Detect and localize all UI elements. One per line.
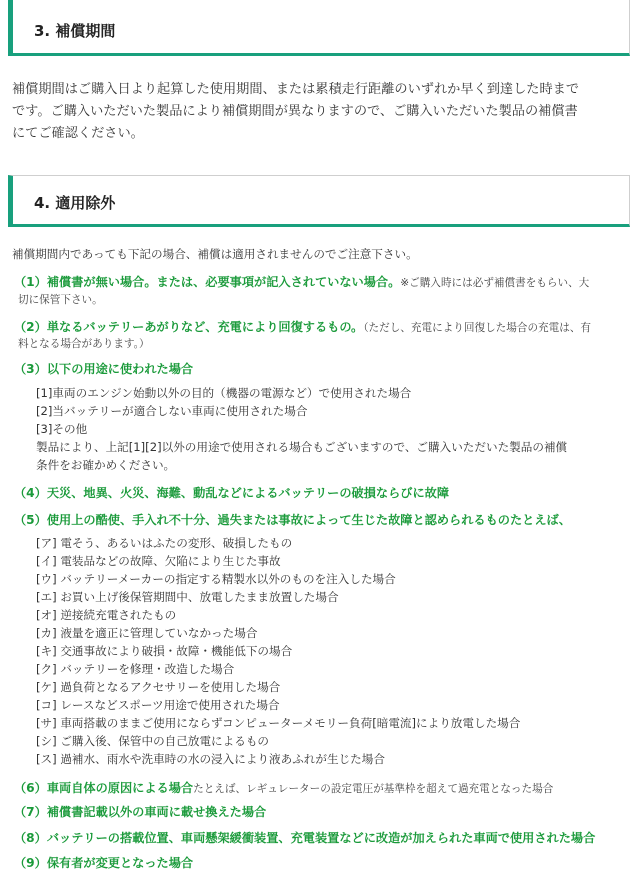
item-5-list-item: [ケ] 過負荷となるアクセサリーを使用した場合: [36, 680, 281, 694]
item-5-list-item: [ア] 電そう、あるいはふたの変形、破損したもの: [36, 536, 293, 550]
item-4-title: （4）天災、地異、火災、海難、動乱などによるバッテリーの破損ならびに故障: [14, 486, 450, 500]
section-4-intro: 補償期間内であっても下記の場合、補償は適用されませんのでご注意下さい。: [12, 247, 418, 261]
item-5-list-item: [コ] レースなどスポーツ用途で使用された場合: [36, 698, 280, 712]
item-6-title: （6）車両自体の原因による場合: [14, 781, 194, 795]
item-2-note-cont: 料となる場合があります。）: [18, 338, 150, 350]
item-5-list-item: [ウ] バッテリーメーカーの指定する精製水以外のものを注入した場合: [36, 572, 396, 586]
item-6-row: [14, 777, 553, 796]
section-3-heading: 3. 補償期間: [34, 22, 116, 40]
item-5-list-item: [キ] 交通事故により破損・故障・機能低下の場合: [36, 644, 293, 658]
item-5-list-item: [オ] 逆接続充電されたもの: [36, 608, 177, 622]
item-3-line: [3]その他: [36, 422, 88, 436]
item-5-list-item: [ク] バッテリーを修理・改造した場合: [36, 662, 235, 676]
item-5-list-item: [シ] ご購入後、保管中の自己放電によるもの: [36, 734, 270, 748]
item-7-title: （7）補償書記載以外の車両に載せ換えた場合: [14, 805, 267, 819]
item-9-title: （9）保有者が変更となった場合: [14, 856, 194, 870]
item-1-note: ※ご購入時には必ず補償書をもらい、大: [400, 277, 590, 289]
item-1-note-cont: 切に保管下さい。: [18, 294, 103, 306]
section-3-line-3: にてご確認ください。: [12, 126, 144, 141]
item-6-note: たとえば、レギュレーターの設定電圧が基準枠を超えて過充電となった場合: [193, 783, 554, 795]
item-3-line: [1]車両のエンジン始動以外の目的（機器の電源など）で使用された場合: [36, 386, 412, 400]
item-5-title: （5）使用上の酷使、手入れ不十分、過失または事故によって生じた故障と認められるものたとえば、: [14, 513, 571, 527]
item-2-row: [14, 316, 591, 335]
item-3-line: 条件をお確かめください。: [36, 458, 176, 472]
item-3-title: （3）以下の用途に使われた場合: [14, 362, 194, 376]
item-5-list-item: [イ] 電装品などの故障、欠陥により生じた事故: [36, 554, 281, 568]
item-3-line: 製品により、上記[1][2]以外の用途で使用される場合もございますので、ご購入いただいた製品の補償: [36, 440, 568, 454]
item-5-list-item: [カ] 液量を適正に管理していなかった場合: [36, 626, 258, 640]
item-2-title: （2）単なるバッテリーあがりなど、充電により回復するもの。: [14, 320, 364, 334]
item-1-row: [14, 271, 589, 290]
item-5-list-item: [ス] 過補水、雨水や洗車時の水の浸入により液あふれが生じた場合: [36, 752, 385, 766]
item-2-note: （ただし、充電により回復した場合の充電は、有: [363, 322, 592, 334]
section-3-line-2: です。ご購入いただいた製品により補償期間が異なりますので、ご購入いただいた製品の補償書: [12, 104, 578, 119]
item-5-list-item: [サ] 車両搭載のままご使用にならずコンピューターメモリー負荷[暗電流]により放電した場合: [36, 716, 521, 730]
item-1-title: （1）補償書が無い場合。または、必要事項が記入されていない場合。: [14, 275, 401, 289]
section-3-line-1: 補償期間はご購入日より起算した使用期間、または累積走行距離のいずれか早く到達した時まで: [12, 82, 580, 97]
item-8-title: （8）バッテリーの搭載位置、車両懸架緩衝装置、充電装置などに改造が加えられた車両で使用された場合: [14, 831, 596, 845]
section-4-heading: 4. 適用除外: [34, 194, 116, 212]
item-5-list-item: [エ] お買い上げ後保管期間中、放電したまま放置した場合: [36, 590, 339, 604]
item-3-line: [2]当バッテリーが適合しない車両に使用された場合: [36, 404, 308, 418]
